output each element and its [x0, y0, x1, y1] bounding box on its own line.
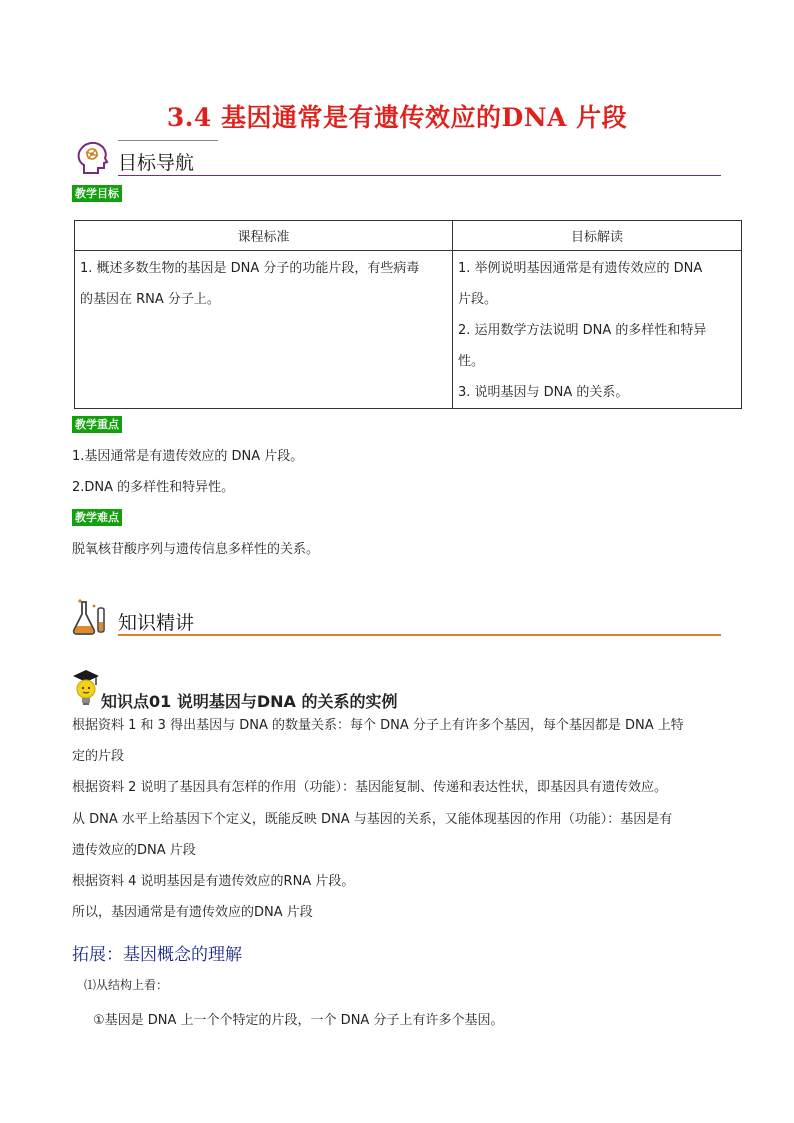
table-line: 3. 说明基因与 DNA 的关系。: [458, 385, 629, 400]
extension-title: 拓展：基因概念的理解: [72, 945, 242, 965]
paragraph-line: 从 DNA 水平上给基因下个定义，既能反映 DNA 与基因的关系，又能体现基因的作用（功能）：基因是有: [72, 812, 673, 827]
table-cell-standard: [75, 251, 453, 409]
difficult-point: 脱氧核苷酸序列与遗传信息多样性的关系。: [72, 542, 320, 557]
table-line: 片段。: [458, 292, 498, 307]
section-divider: [118, 634, 721, 636]
knowledge-point-title: 知识点01 说明基因与DNA 的关系的实例: [101, 692, 398, 711]
paragraph-line: 遗传效应的DNA 片段: [72, 843, 196, 858]
graduate-bulb-icon: [69, 668, 103, 708]
brain-head-icon: [74, 139, 112, 177]
table-line: 1. 概述多数生物的基因是 DNA 分子的功能片段，有些病毒: [80, 261, 420, 276]
page-title: 3.4 基因通常是有遗传效应的DNA 片段: [166, 103, 628, 132]
standards-table: [74, 220, 742, 409]
paragraph-line: 根据资料 2 说明了基因具有怎样的作用（功能）：基因能复制、传递和表达性状，即基因具有遗传效应。: [72, 780, 668, 795]
table-header-standard: 课程标准: [75, 221, 453, 251]
table-line: 性。: [458, 354, 485, 369]
key-point: 1.基因通常是有遗传效应的 DNA 片段。: [72, 449, 304, 464]
section-heading-goals: 目标导航: [118, 152, 195, 174]
section-heading-knowledge: 知识精讲: [118, 612, 195, 634]
structure-item: ①基因是 DNA 上一个个特定的片段，一个 DNA 分子上有许多个基因。: [93, 1013, 504, 1028]
key-point: 2.DNA 的多样性和特异性。: [72, 480, 235, 495]
tag-teaching-goals: 教学目标: [72, 185, 122, 202]
tag-key-points: 教学重点: [72, 416, 122, 433]
table-line: 1. 举例说明基因通常是有遗传效应的 DNA: [458, 261, 703, 276]
paragraph-line: 所以，基因通常是有遗传效应的DNA 片段: [72, 905, 313, 920]
section-divider: [118, 175, 721, 176]
table-cell-interpretation: [453, 251, 742, 409]
paragraph-line: 根据资料 1 和 3 得出基因与 DNA 的数量关系：每个 DNA 分子上有许多个基因，每个基因都是 DNA 上特: [72, 718, 684, 733]
tag-difficult-points: 教学难点: [72, 509, 122, 526]
sub-heading-structure: ⑴从结构上看：: [84, 978, 169, 992]
paragraph-line: 根据资料 4 说明基因是有遗传效应的RNA 片段。: [72, 874, 355, 889]
table-header-interpretation: 目标解读: [453, 221, 742, 251]
paragraph-line: 定的片段: [72, 749, 125, 764]
table-line: 2. 运用数学方法说明 DNA 的多样性和特异: [458, 323, 707, 338]
table-line: 的基因在 RNA 分子上。: [80, 292, 220, 307]
header-top-line: [118, 140, 218, 141]
lab-flask-icon: [70, 598, 110, 636]
